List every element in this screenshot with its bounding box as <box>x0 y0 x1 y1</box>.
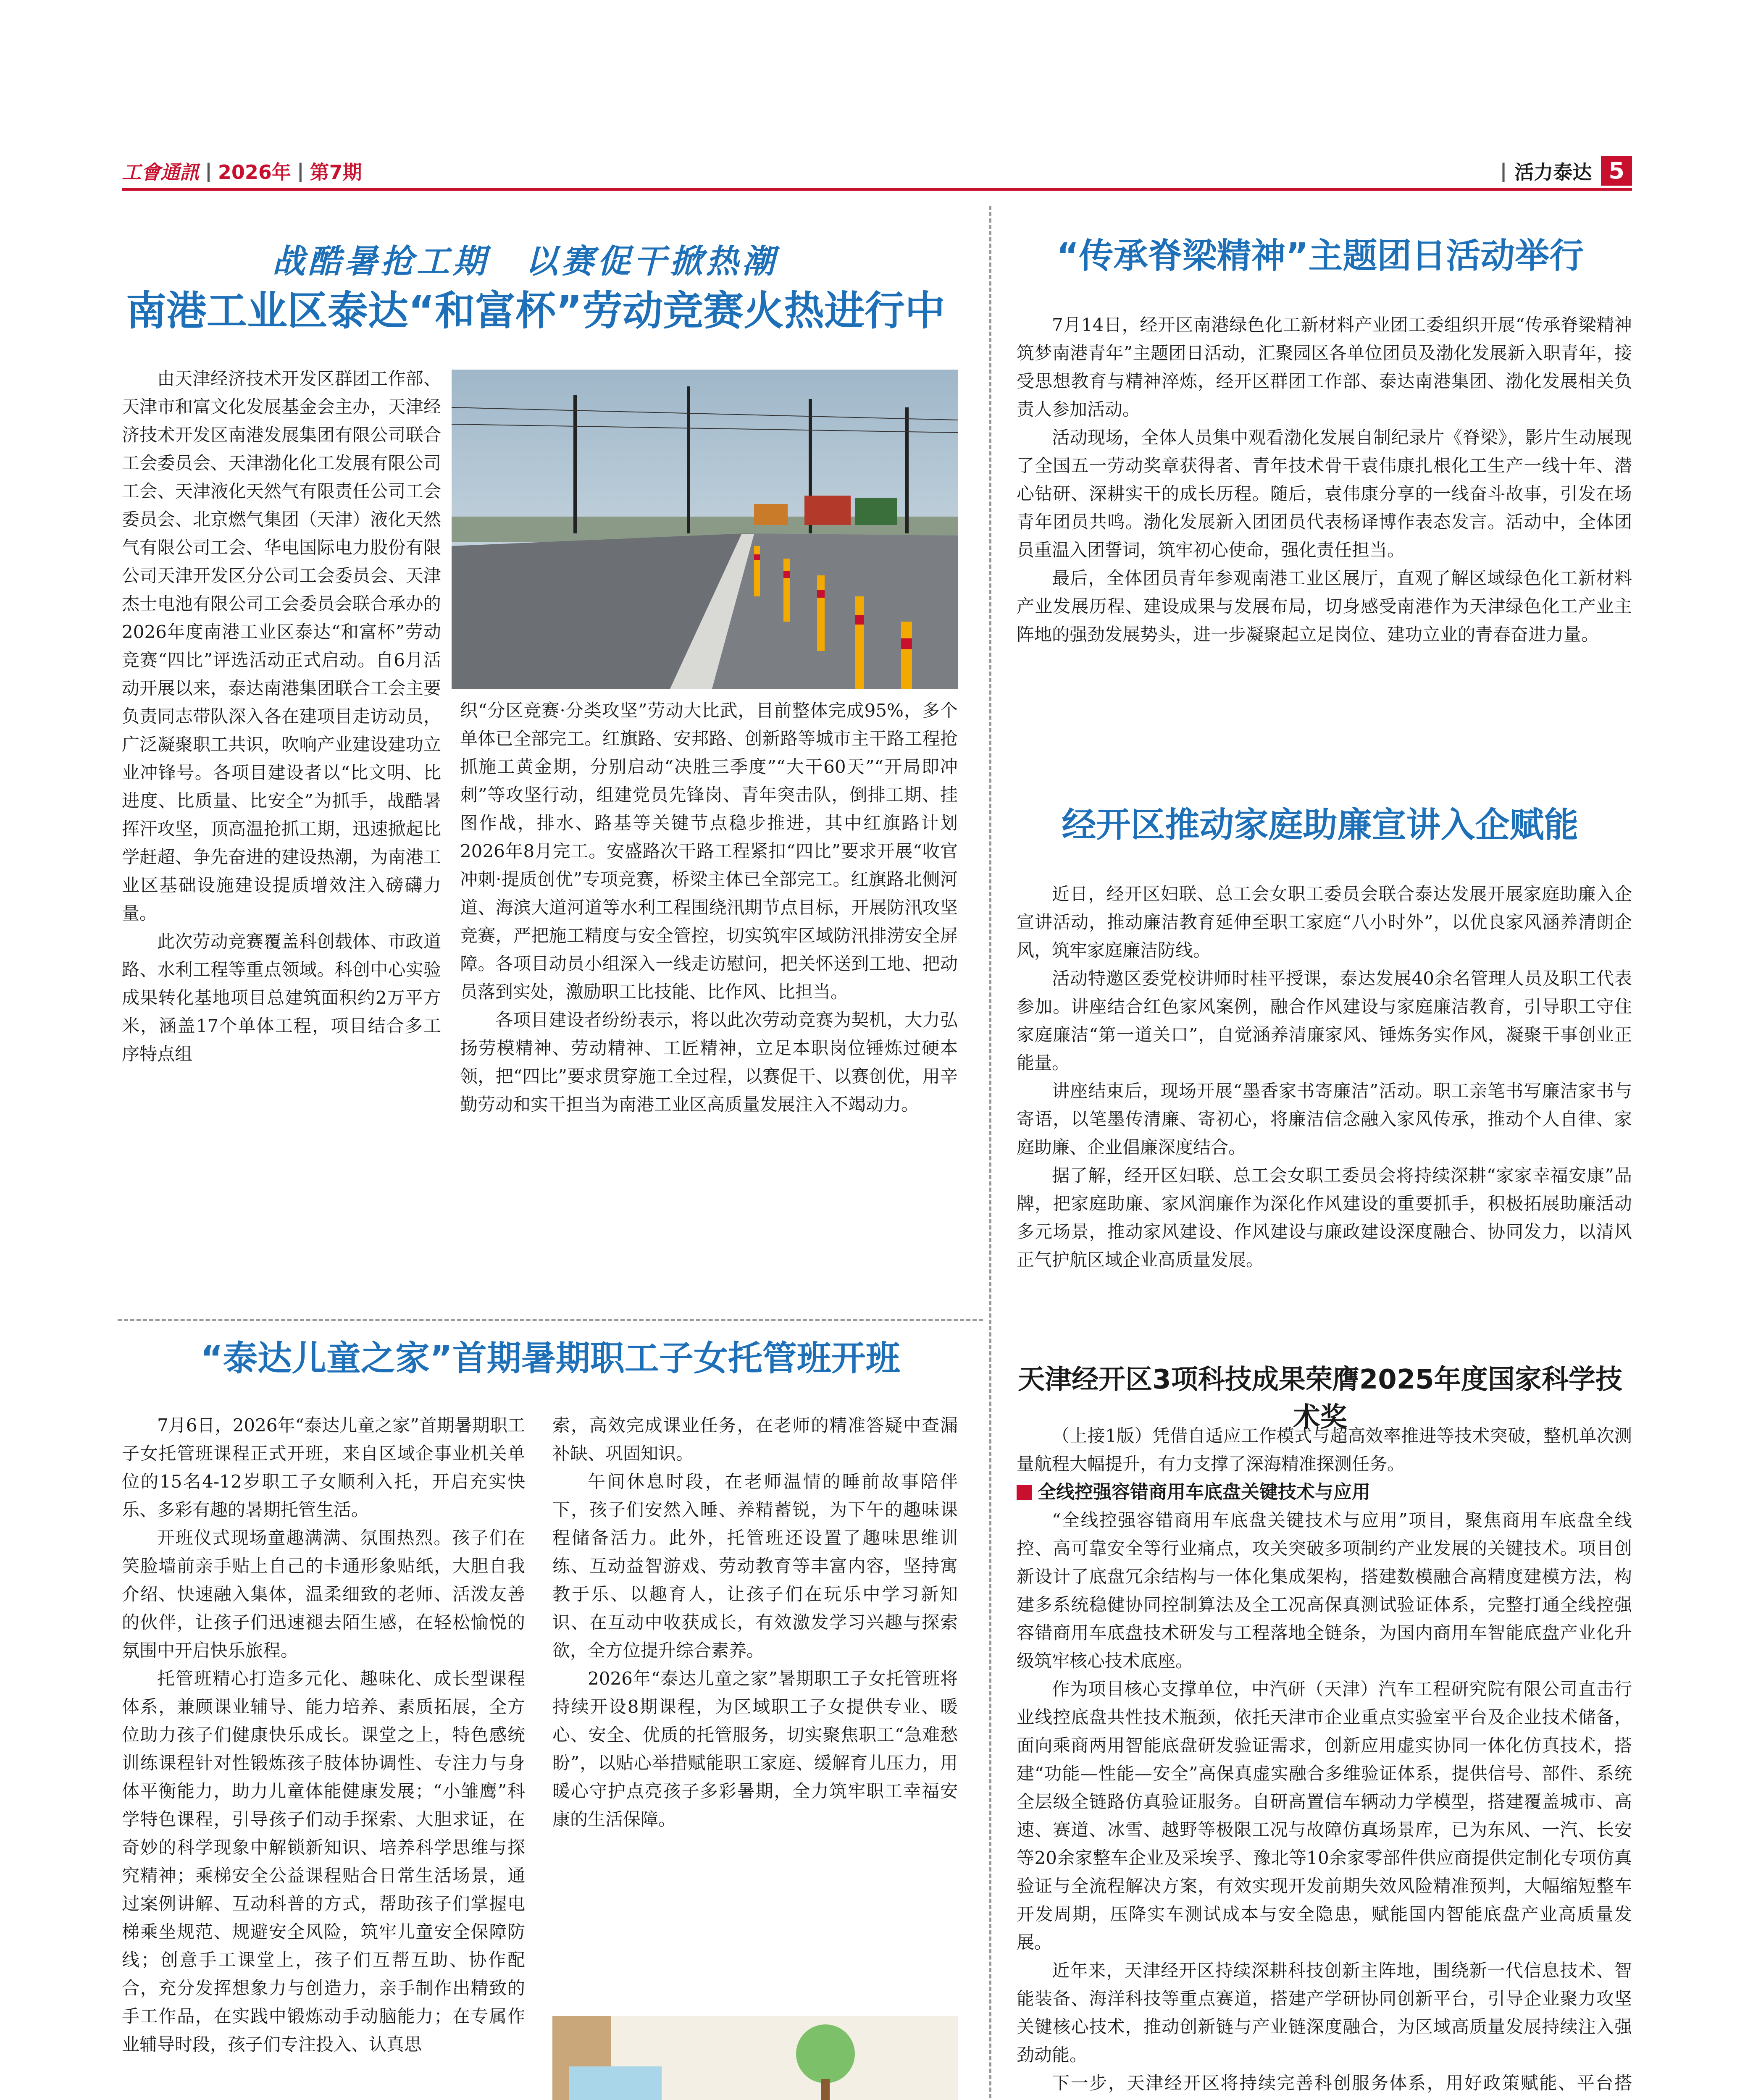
article5-title: 天津经开区3项科技成果荣膺2025年度国家科学技术奖 <box>1018 1364 1622 1433</box>
paragraph: 7月14日，经开区南港绿色化工新材料产业团工委组织开展“传承脊梁精神 筑梦南港青年”主题团日活动，汇聚园区各单位团员及渤化发展新入职青年，接受思想教育与精神淬炼，经开区群团工作部、泰达南港集团、渤化发展相关负责人参加活动。 <box>1017 315 1650 420</box>
paragraph: 午间休息时段，在老师温情的睡前故事陪伴下，孩子们安然入睡、养精蓄锐，为下午的趣味课程储备活力。此外，托管班还设置了趣味思维训练、互动益智游戏、劳动教育等丰富内容，坚持寓教于乐、以趣育人，让孩子们在玩乐中学习新知识、在互动中收获成长，有效激发学习兴趣与探索欲，全方位提升综合素养。 <box>552 1471 958 1661</box>
paragraph: 作为项目核心支撑单位，中汽研（天津）汽车工程研究院有限公司直击行业线控底盘共性技术瓶颈，依托天津市企业重点实验室平台及企业技术储备，面向乘商两用智能底盘研发验证需求，创新应用虚实协同一体化仿真技术，搭建“功能—性能—安全”高保真虚实融合多维验证体系，提供信号、部件、系统全层级全链路仿真验证服务。自研高置信车辆动力学模型，搭建覆盖城市、高速、赛道、冰雪、越野等极限工况与故障仿真场景库，已为东风、一汽、长安等20余家整车企业及采埃孚、豫北等10余家零部件供应商提供定制化专项仿真验证与全流程解决方案，有效实现开发前期失效风险精准预判，大幅缩短整车开发周期，压降实车测试成本与安全隐患，赋能国内智能底盘产业高质量发展。 <box>1017 1679 1632 1953</box>
construction-road-photo <box>452 370 958 689</box>
column-divider <box>989 206 991 2100</box>
paragraph: 下一步，天津经开区将持续完善科创服务体系，用好政策赋能、平台搭 <box>1052 2073 1632 2093</box>
paragraph: 由天津经济技术开发区群团工作部、天津市和富文化发展基金会主办，天津经济技术开发区南港发展集团有限公司联合工会委员会、天津渤化化工发展有限公司工会、天津液化天然气有限责任公司工会委员会、北京燃气集团（天津）液化天然气有限公司工会、华电国际电力股份有限公司天津开发区分公司工会委员会、天津杰士电池有限公司工会委员会联合承办的2026年度南港工业区泰达“和富杯”劳动竞赛“四比”评选活动正式启动。自6月活动开展以来，泰达南港集团联合工会主要负责同志带队深入各在建项目走访动员，广泛凝聚职工共识，吹响产业建设建功立业冲锋号。各项目建设者以“比文明、比进度、比质量、比安全”为抓手，战酷暑挥汗攻坚，顶高温抢抓工期，迅速掀起比学赶超、争先奋进的建设热潮，为南港工业区基础设施建设提质增效注入磅礴力量。 <box>122 368 441 924</box>
children-activity-image <box>552 2016 958 2100</box>
paragraph: 7月6日，2026年“泰达儿童之家”首期暑期职工子女托管班课程正式开班，来自区域企事业机关单位的15名4-12岁职工子女顺利入托，开启充实快乐、多彩有趣的暑期托管生活。 <box>122 1415 525 1520</box>
masthead-logo: 工會通訊 <box>122 161 199 184</box>
paragraph: 索，高效完成课业任务，在老师的精准答疑中查漏补缺、巩固知识。 <box>552 1415 958 1464</box>
article1-kicker: 战酷暑抢工期 以赛促干掀热潮 <box>272 242 778 281</box>
paragraph: 各项目建设者纷纷表示，将以此次劳动竞赛为契机，大力弘扬劳模精神、劳动精神、工匠精神，立足本职岗位锤炼过硬本领，把“四比”要求贯穿施工全过程，以赛促干、以赛创优，用辛勤劳动和实干担当为南港工业区高质量发展注入不竭动力。 <box>460 1010 958 1115</box>
paragraph: 近年来，天津经开区持续深耕科技创新主阵地，围绕新一代信息技术、智能装备、海洋科技等重点赛道，搭建产学研协同创新平台，引导企业聚力攻坚关键核心技术，推动创新链与产业链深度融合，为区域高质量发展持续注入强劲动能。 <box>1017 1960 1632 2065</box>
separator: | <box>1500 160 1507 182</box>
paragraph: 近日，经开区妇联、总工会女职工委员会联合泰达发展开展家庭助廉入企宣讲活动，推动廉洁教育延伸至职工家庭“八小时外”，以优良家风涵养清朗企风，筑牢家庭廉洁防线。 <box>1017 884 1632 961</box>
article1-title: 南港工业区泰达“和富杯”劳动竞赛火热进行中 <box>126 287 946 334</box>
article5-subhead <box>1017 1478 1632 1506</box>
article1-col2 <box>460 696 958 1118</box>
article5-body <box>1017 1422 1632 2100</box>
paragraph: 开班仪式现场童趣满满、氛围热烈。孩子们在笑脸墙前亲手贴上自己的卡通形象贴纸，大胆自我介绍、快速融入集体，温柔细致的老师、活泼友善的伙伴，让孩子们迅速褪去陌生感，在轻松愉悦的氛围中开启快乐旅程。 <box>122 1528 525 1661</box>
article4-col1 <box>122 1411 525 2058</box>
paragraph: 讲座结束后，现场开展“墨香家书寄廉洁”活动。职工亲笔书写廉洁家书与寄语，以笔墨传清廉、寄初心，将廉洁信念融入家风传承，推动个人自律、家庭助廉、企业倡廉深度结合。 <box>1017 1081 1632 1158</box>
paragraph: 活动特邀区委党校讲师时桂平授课，泰达发展40余名管理人员及职工代表参加。讲座结合红色家风案例，融合作风建设与家庭廉洁教育，引导职工守住家庭廉洁“第一道关口”，自觉涵养清廉家风、锤炼务实作风，凝聚干事创业正能量。 <box>1017 968 1632 1073</box>
paragraph: 据了解，经开区妇联、总工会女职工委员会将持续深耕“家家幸福安康”品牌，把家庭助廉、家风润廉作为深化作风建设的重要抓手，积极拓展助廉活动多元场景，推动家风建设、作风建设与廉政建设深度融合、协同发力，以清风正气护航区域企业高质量发展。 <box>1017 1165 1632 1270</box>
square-bullet-icon <box>1017 1485 1032 1500</box>
article3-body <box>1017 880 1632 1274</box>
paragraph: 活动现场，全体人员集中观看渤化发展自制纪录片《脊梁》，影片生动展现了全国五一劳动奖章获得者、青年技术骨干袁伟康扎根化工生产一线十年、潜心钻研、深耕实干的成长历程。随后，袁伟康分享的一线奋斗故事，引发在场青年团员共鸣。渤化发展新入团团员代表杨译博作表态发言。活动中，全体团员重温入团誓词，筑牢初心使命，强化责任担当。 <box>1017 427 1632 560</box>
paragraph: 此次劳动竞赛覆盖科创载体、市政道路、水利工程等重点领域。科创中心实验成果转化基地项目总建筑面积约2万平方米，涵盖17个单体工程，项目结合多工序特点组 <box>122 931 441 1064</box>
article4-col2 <box>552 1411 958 1833</box>
masthead <box>122 156 368 186</box>
children-activity-photo <box>552 2016 958 2100</box>
row-divider <box>118 1319 983 1321</box>
subhead-text: 全线控强容错商用车底盘关键技术与应用 <box>1038 1481 1370 1503</box>
paragraph: 最后，全体团员青年参观南港工业区展厅，直观了解区域绿色化工新材料产业发展历程、建设成果与发展布局，切身感受南港作为天津绿色化工产业主阵地的强劲发展势头，进一步凝聚起立足岗位、建功立业的青春奋进力量。 <box>1017 568 1632 645</box>
paragraph: 2026年“泰达儿童之家”暑期职工子女托管班将持续开设8期课程，为区域职工子女提供专业、暖心、安全、优质的托管服务，切实聚焦职工“急难愁盼”，以贴心举措赋能职工家庭、缓解育儿压力，用暖心守护点亮孩子多彩暑期，全力筑牢职工幸福安康的生活保障。 <box>552 1668 958 1830</box>
issue-number: 第7期 <box>310 161 362 184</box>
article2-body <box>1017 311 1650 648</box>
paragraph: “全线控强容错商用车底盘关键技术与应用”项目，聚焦商用车底盘全线控、高可靠安全等行业痛点，攻关突破多项制约产业发展的关键技术。项目创新设计了底盘冗余结构与一体化集成架构，搭建数模融合高精度建模方法，构建多系统稳健协同控制算法及全工况高保真测试验证体系，完整打通全线控强容错商用车底盘技术研发与工程落地全链条，为国内商用车智能底盘产业化升级筑牢核心技术底座。 <box>1017 1510 1632 1671</box>
paragraph: 织“分区竞赛·分类攻坚”劳动大比武，目前整体完成95%，多个单体已全部完工。红旗路、安邦路、创新路等城市主干路工程抢抓施工黄金期，分别启动“决胜三季度”“大干60天”“开局即冲刺”等攻坚行动，组建党员先锋岗、青年突击队，倒排工期、挂图作战，排水、路基等关键节点稳步推进，其中红旗路计划2026年8月完工。安盛路次干路工程紧扣“四比”要求开展“收官冲刺·提质创优”专项竞赛，桥梁主体已全部完工。红旗路北侧河道、海滨大道河道等水利工程围绕汛期节点目标，开展防汛攻坚竞赛，严把施工精度与安全管控，切实筑牢区域防汛排涝安全屏障。各项目动员小组深入一线走访慰问，把关怀送到工地、把动员落到实处，激励职工比技能、比作风、比担当。 <box>460 700 958 1002</box>
section-header <box>1500 156 1632 186</box>
article2-title: “传承脊梁精神”主题团日活动举行 <box>1056 236 1584 276</box>
issue-year: 2026年 <box>218 161 291 184</box>
page-number: 5 <box>1601 156 1632 186</box>
separator: | <box>297 160 304 182</box>
article1-col1 <box>122 365 441 1068</box>
paragraph: （上接1版）凭借自适应工作模式与超高效率推进等技术突破，整机单次测量航程大幅提升，有力支撑了深海精准探测任务。 <box>1017 1425 1632 1474</box>
section-name: 活力泰达 <box>1514 161 1592 184</box>
separator: | <box>205 160 212 182</box>
header-rule <box>122 188 1632 191</box>
construction-road-image <box>452 370 958 689</box>
paragraph: 托管班精心打造多元化、趣味化、成长型课程体系，兼顾课业辅导、能力培养、素质拓展，全方位助力孩子们健康快乐成长。课堂之上，特色感统训练课程针对性锻炼孩子肢体协调性、专注力与身体平衡能力，助力儿童体能健康发展；“小雏鹰”科学特色课程，引导孩子们动手探索、大胆求证，在奇妙的科学现象中解锁新知识、培养科学思维与探究精神；乘梯安全公益课程贴合日常生活场景，通过案例讲解、互动科普的方式，帮助孩子们掌握电梯乘坐规范、规避安全风险，筑牢儿童安全保障防线；创意手工课堂上，孩子们互帮互助、协作配合，充分发挥想象力与创造力，亲手制作出精致的手工作品，在实践中锻炼动手动脑能力；在专属作业辅导时段，孩子们专注投入、认真思 <box>122 1668 525 2055</box>
article3-title: 经开区推动家庭助廉宣讲入企赋能 <box>1062 805 1579 845</box>
article4-title: “泰达儿童之家”首期暑期职工子女托管班开班 <box>200 1339 900 1378</box>
